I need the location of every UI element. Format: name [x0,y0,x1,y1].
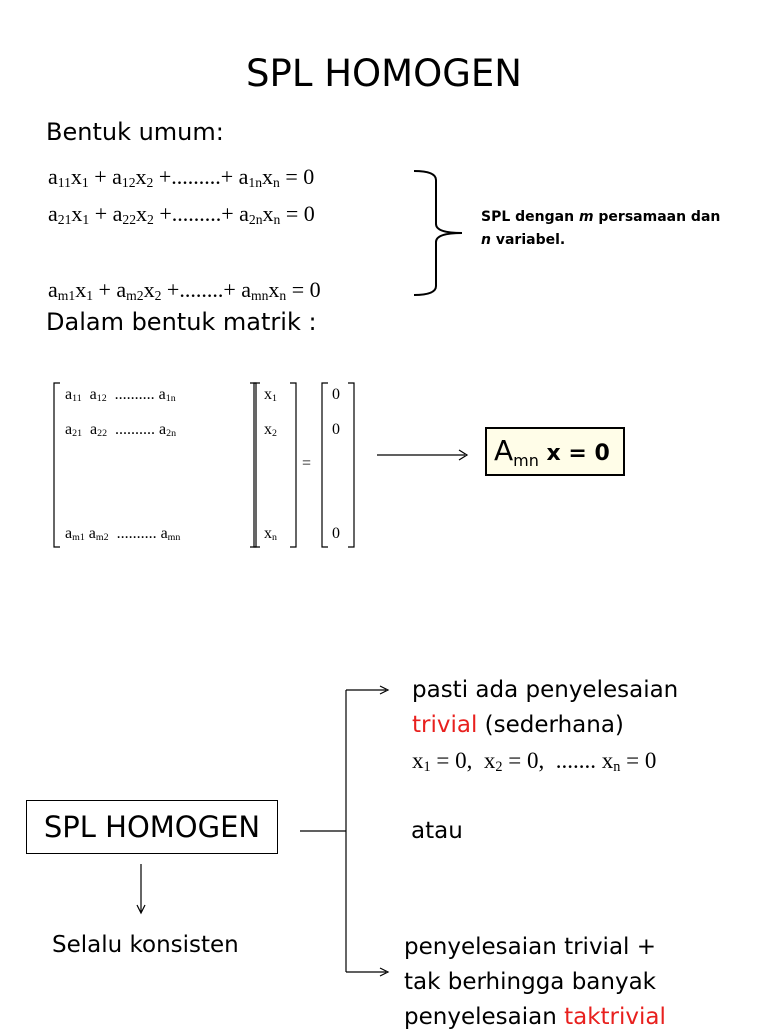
equation-row-m: $a_{m1}x_1 + a_{m2}x_2$ +........+ $a_{mn}x_n = 0$ [48,277,321,303]
arrow-right-icon [375,447,475,463]
equation-row-1: $a_{11}x_1 + a_{12}x_2$ +.........+ $a_{1n}x_n = 0$ [48,164,315,190]
matrix-equals: = [302,455,312,472]
system-note: SPL dengan m persamaan dan n variabel. [481,209,721,248]
branch1-line1: pasti ada penyelesaian [412,677,679,703]
consistent-label: Selalu konsisten [52,932,239,958]
vector-x-n: $x_n$ [264,525,277,544]
trivial-solution: $x_1 = 0$, $x_2 = 0$, ....... $x_n = 0$ [412,748,657,776]
branch2-text: penyelesaian trivial + tak berhingga banyak penyelesaian taktrivial [404,934,666,1030]
spl-homogen-box: SPL HOMOGEN [26,800,278,854]
vector-x-2: $x_2$ [264,421,277,440]
vector-x-1: $x_1$ [264,386,277,405]
matrix-a-row-2: $a_{21}$ $a_{22}$ .......... $a_{2n}$ [65,421,177,440]
page-title: SPL HOMOGEN [246,52,522,95]
zero-vector-2: 0 [332,421,340,438]
right-brace-icon [410,168,470,298]
matrix-form-label: Dalam bentuk matrik : [46,308,317,336]
zero-vector-n: 0 [332,525,340,542]
or-label: atau [411,818,463,844]
equation-row-2: $a_{21}x_1 + a_{22}x_2$ +.........+ $a_{2n}x_n = 0$ [48,201,315,227]
matrix-a-row-m: $a_{m1}$ $a_{m2}$ .......... $a_{mn}$ [65,525,181,544]
branch1-line2: trivial (sederhana) [412,712,624,738]
zero-vector-1: 0 [332,386,340,403]
general-form-label: Bentuk umum: [46,118,224,146]
matrix-a-row-1: $a_{11}$ $a_{12}$ .......... $a_{1n}$ [65,386,176,405]
result-box: $A_{mn}$ x = 0 [485,427,625,476]
